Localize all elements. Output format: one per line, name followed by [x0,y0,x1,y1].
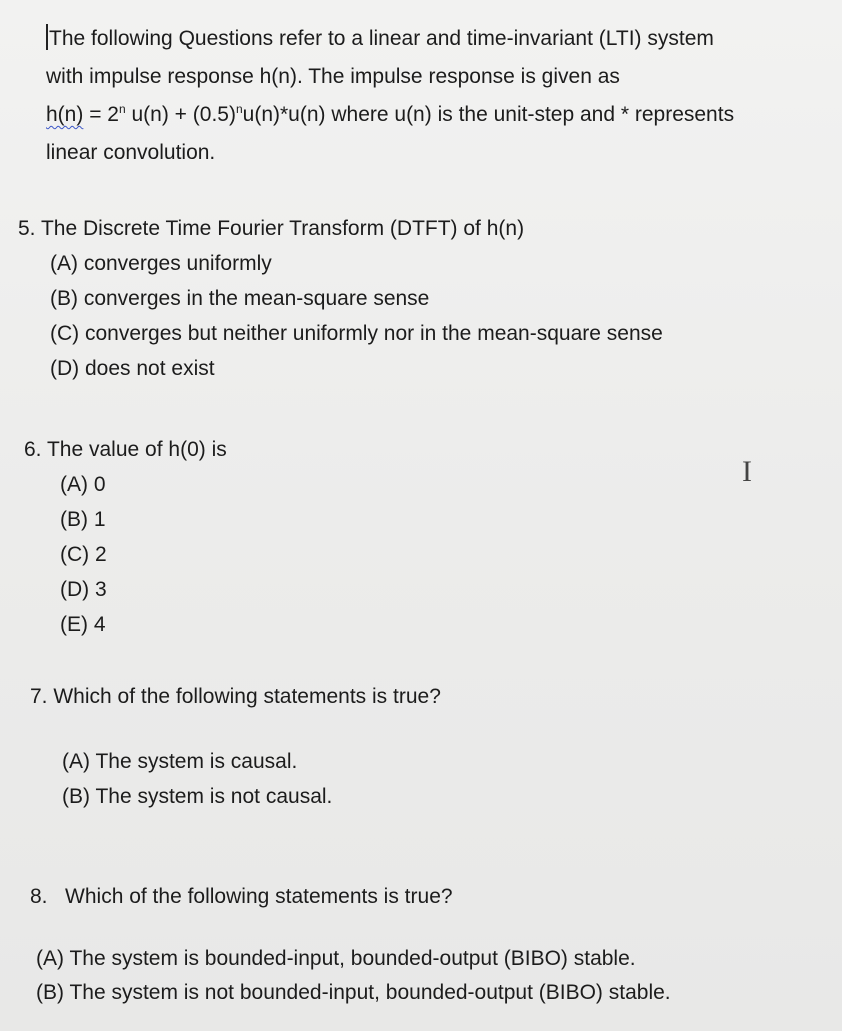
option-b: (B) converges in the mean-square sense [50,287,430,310]
question-stem: 7. Which of the following statements is true? [30,685,441,708]
option-a: (A) The system is causal. [62,750,298,773]
text-caret [46,24,48,50]
option-b: (B) The system is not bounded-input, bounded-output (BIBO) stable. [36,981,671,1004]
option-b: (B) The system is not causal. [62,785,333,808]
intro-line-1: The following Questions refer to a linear and time-invariant (LTI) system [46,20,836,58]
question-8 [30,880,671,1010]
option-e: (E) 4 [60,613,106,636]
intro-line-2: with impulse response h(n). The impulse response is given as [46,65,620,88]
intro-line-3: $h(n) = 2^n$ $u(n) + (0.5)^nu(n)*u(n)$ where u(n) is the unit-step and * represents [46,102,735,126]
question-7 [30,680,441,814]
question-stem: 5. The Discrete Time Fourier Transform (DTFT) of h(n) [18,217,525,240]
question-stem: 6. The value of h(0) is [24,438,227,461]
option-c: (C) converges but neither uniformly nor in the mean-square sense [50,322,663,345]
option-b: (B) 1 [60,508,106,531]
intro-paragraph [46,20,836,172]
question-5 [18,212,663,386]
question-6 [24,433,227,642]
option-a: (A) converges uniformly [50,252,272,275]
option-c: (C) 2 [60,543,107,566]
option-d: (D) does not exist [50,357,215,380]
spellcheck-flagged-word: h(n) [46,103,84,126]
mouse-ibeam-cursor: I [742,455,752,488]
option-d: (D) 3 [60,578,107,601]
option-a: (A) 0 [60,473,106,496]
option-a: (A) The system is bounded-input, bounded-output (BIBO) stable. [36,947,636,970]
question-stem: 8. Which of the following statements is true? [30,885,453,908]
intro-line-4: linear convolution. [46,141,216,164]
